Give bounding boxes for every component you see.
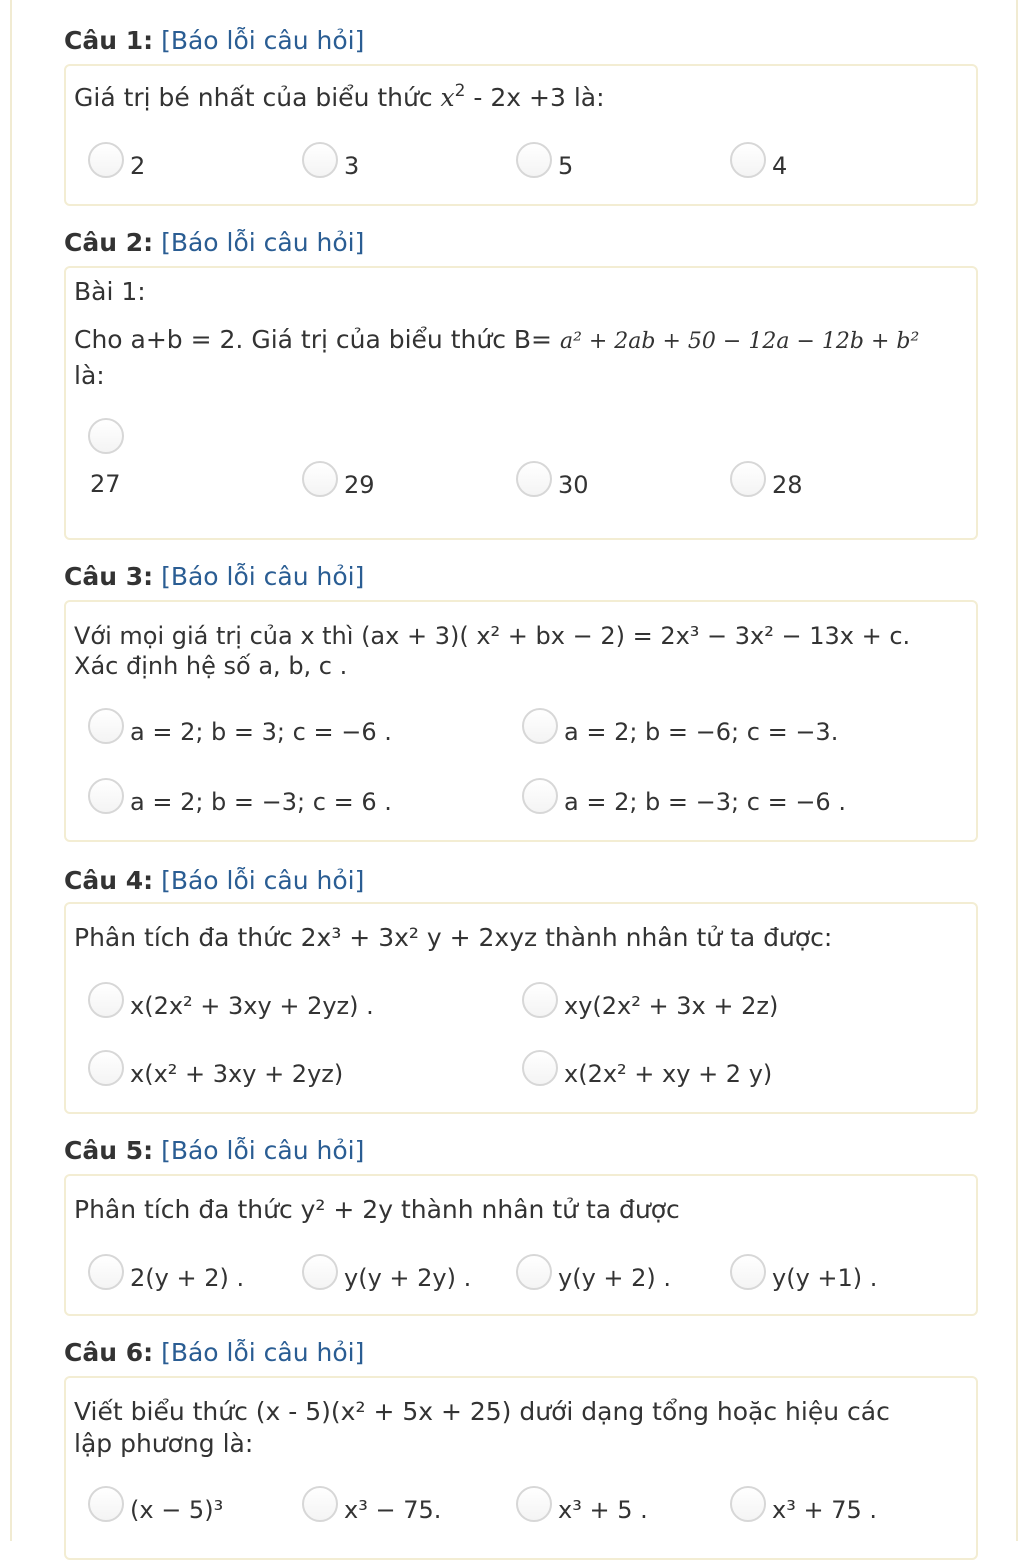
option-label: xy(2x² + 3x + 2z) [564, 992, 779, 1020]
question-3-prompt-line2: Xác định hệ số a, b, c . [74, 652, 348, 680]
report-error-link[interactable]: [Báo lỗi câu hỏi] [161, 228, 365, 257]
radio-button[interactable] [522, 778, 558, 814]
option-label: 29 [344, 471, 375, 499]
report-error-link[interactable]: [Báo lỗi câu hỏi] [161, 1136, 365, 1165]
question-6-option-4[interactable] [730, 1486, 877, 1522]
radio-button[interactable] [88, 1254, 124, 1290]
option-label: y(y +1) . [772, 1264, 878, 1292]
question-2-option-1-label[interactable]: 27 [90, 470, 121, 498]
question-6-option-3[interactable] [516, 1486, 648, 1522]
question-5-prompt: Phân tích đa thức y² + 2y thành nhân tử ta được [74, 1195, 680, 1224]
question-2-prompt-line2: là: [74, 361, 105, 390]
report-error-link[interactable]: [Báo lỗi câu hỏi] [161, 562, 365, 591]
question-5-header [64, 1136, 364, 1165]
question-2-prompt [74, 324, 919, 358]
question-5-option-4[interactable] [730, 1254, 877, 1290]
radio-button[interactable] [88, 418, 124, 454]
report-error-link[interactable]: [Báo lỗi câu hỏi] [161, 1338, 365, 1367]
question-3-option-2[interactable] [522, 708, 838, 744]
option-label: a = 2; b = −3; c = −6 . [564, 788, 846, 816]
option-label: x(2x² + xy + 2 y) [564, 1060, 773, 1088]
option-label: y(y + 2) . [558, 1264, 672, 1292]
radio-button[interactable] [302, 1486, 338, 1522]
option-label: 2(y + 2) . [130, 1264, 245, 1292]
radio-button[interactable] [302, 142, 338, 178]
option-label: x³ + 5 . [558, 1496, 648, 1524]
option-label: (x − 5)³ [130, 1496, 224, 1524]
question-1-prompt [74, 82, 605, 114]
option-label: x(2x² + 3xy + 2yz) . [130, 992, 374, 1020]
question-4-prompt: Phân tích đa thức 2x³ + 3x² y + 2xyz thành nhân tử ta được: [74, 923, 833, 952]
prompt-text: Cho a+b = 2. Giá trị của biểu thức B= [74, 325, 560, 354]
option-label: a = 2; b = 3; c = −6 . [130, 718, 392, 746]
option-label: x³ − 75. [344, 1496, 442, 1524]
question-label: Câu 1: [64, 26, 154, 55]
question-2-option-4[interactable] [730, 461, 803, 497]
question-1-option-2[interactable] [302, 142, 359, 178]
question-6-prompt: Viết biểu thức (x - 5)(x² + 5x + 25) dưới dạng tổng hoặc hiệu các [74, 1397, 890, 1426]
prompt-text-end: - 2x +3 là: [465, 83, 605, 112]
option-label: 5 [558, 152, 574, 180]
option-label: 30 [558, 471, 589, 499]
prompt-exponent: 2 [454, 81, 466, 101]
option-label: a = 2; b = −3; c = 6 . [130, 788, 392, 816]
option-label: x³ + 75 . [772, 1496, 877, 1524]
question-2-option-3[interactable] [516, 461, 589, 497]
option-label: a = 2; b = −6; c = −3. [564, 718, 839, 746]
question-label: Câu 4: [64, 866, 154, 895]
question-2-option-1-radio[interactable] [88, 418, 130, 454]
prompt-math: a² + 2ab + 50 − 12a − 12b + b² [559, 329, 920, 354]
question-3-option-3[interactable] [88, 778, 392, 814]
question-3-header [64, 562, 364, 591]
question-6-header [64, 1338, 364, 1367]
option-label: 28 [772, 471, 803, 499]
question-1-option-3[interactable] [516, 142, 573, 178]
option-label: 2 [130, 152, 146, 180]
question-1-option-4[interactable] [730, 142, 787, 178]
question-4-header [64, 866, 364, 895]
radio-button[interactable] [516, 142, 552, 178]
question-4-option-4[interactable] [522, 1050, 772, 1086]
question-4-option-2[interactable] [522, 982, 778, 1018]
prompt-text: Giá trị bé nhất của biểu thức [74, 83, 441, 112]
question-3-option-4[interactable] [522, 778, 846, 814]
radio-button[interactable] [88, 1486, 124, 1522]
question-4-option-1[interactable] [88, 982, 374, 1018]
radio-button[interactable] [730, 1486, 766, 1522]
option-label: x(x² + 3xy + 2yz) [130, 1060, 344, 1088]
radio-button[interactable] [516, 461, 552, 497]
question-1-header [64, 26, 364, 55]
option-label: 4 [772, 152, 788, 180]
question-label: Câu 2: [64, 228, 154, 257]
report-error-link[interactable]: [Báo lỗi câu hỏi] [161, 866, 365, 895]
question-6-prompt-line2: lập phương là: [74, 1429, 254, 1458]
radio-button[interactable] [88, 778, 124, 814]
radio-button[interactable] [730, 1254, 766, 1290]
radio-button[interactable] [522, 708, 558, 744]
question-label: Câu 3: [64, 562, 154, 591]
radio-button[interactable] [88, 1050, 124, 1086]
radio-button[interactable] [730, 142, 766, 178]
question-2-option-2[interactable] [302, 461, 375, 497]
radio-button[interactable] [88, 708, 124, 744]
radio-button[interactable] [302, 1254, 338, 1290]
option-label: y(y + 2y) . [344, 1264, 472, 1292]
question-5-option-3[interactable] [516, 1254, 671, 1290]
report-error-link[interactable]: [Báo lỗi câu hỏi] [161, 26, 365, 55]
radio-button[interactable] [516, 1254, 552, 1290]
question-3-option-1[interactable] [88, 708, 392, 744]
question-6-option-1[interactable] [88, 1486, 223, 1522]
question-2-subtitle: Bài 1: [74, 277, 146, 306]
question-1-option-1[interactable] [88, 142, 145, 178]
radio-button[interactable] [522, 982, 558, 1018]
radio-button[interactable] [522, 1050, 558, 1086]
question-label: Câu 6: [64, 1338, 154, 1367]
question-2-header [64, 228, 364, 257]
question-6-option-2[interactable] [302, 1486, 441, 1522]
radio-button[interactable] [730, 461, 766, 497]
radio-button[interactable] [516, 1486, 552, 1522]
question-3-prompt: Với mọi giá trị của x thì (ax + 3)( x² + bx − 2) = 2x³ − 3x² − 13x + c. [74, 622, 911, 650]
radio-button[interactable] [302, 461, 338, 497]
question-4-option-3[interactable] [88, 1050, 343, 1086]
question-5-option-1[interactable] [88, 1254, 244, 1290]
radio-button[interactable] [88, 142, 124, 178]
question-2-box [64, 266, 978, 540]
radio-button[interactable] [88, 982, 124, 1018]
question-5-option-2[interactable] [302, 1254, 471, 1290]
question-label: Câu 5: [64, 1136, 154, 1165]
option-label: 3 [344, 152, 360, 180]
prompt-math: x [440, 83, 455, 112]
